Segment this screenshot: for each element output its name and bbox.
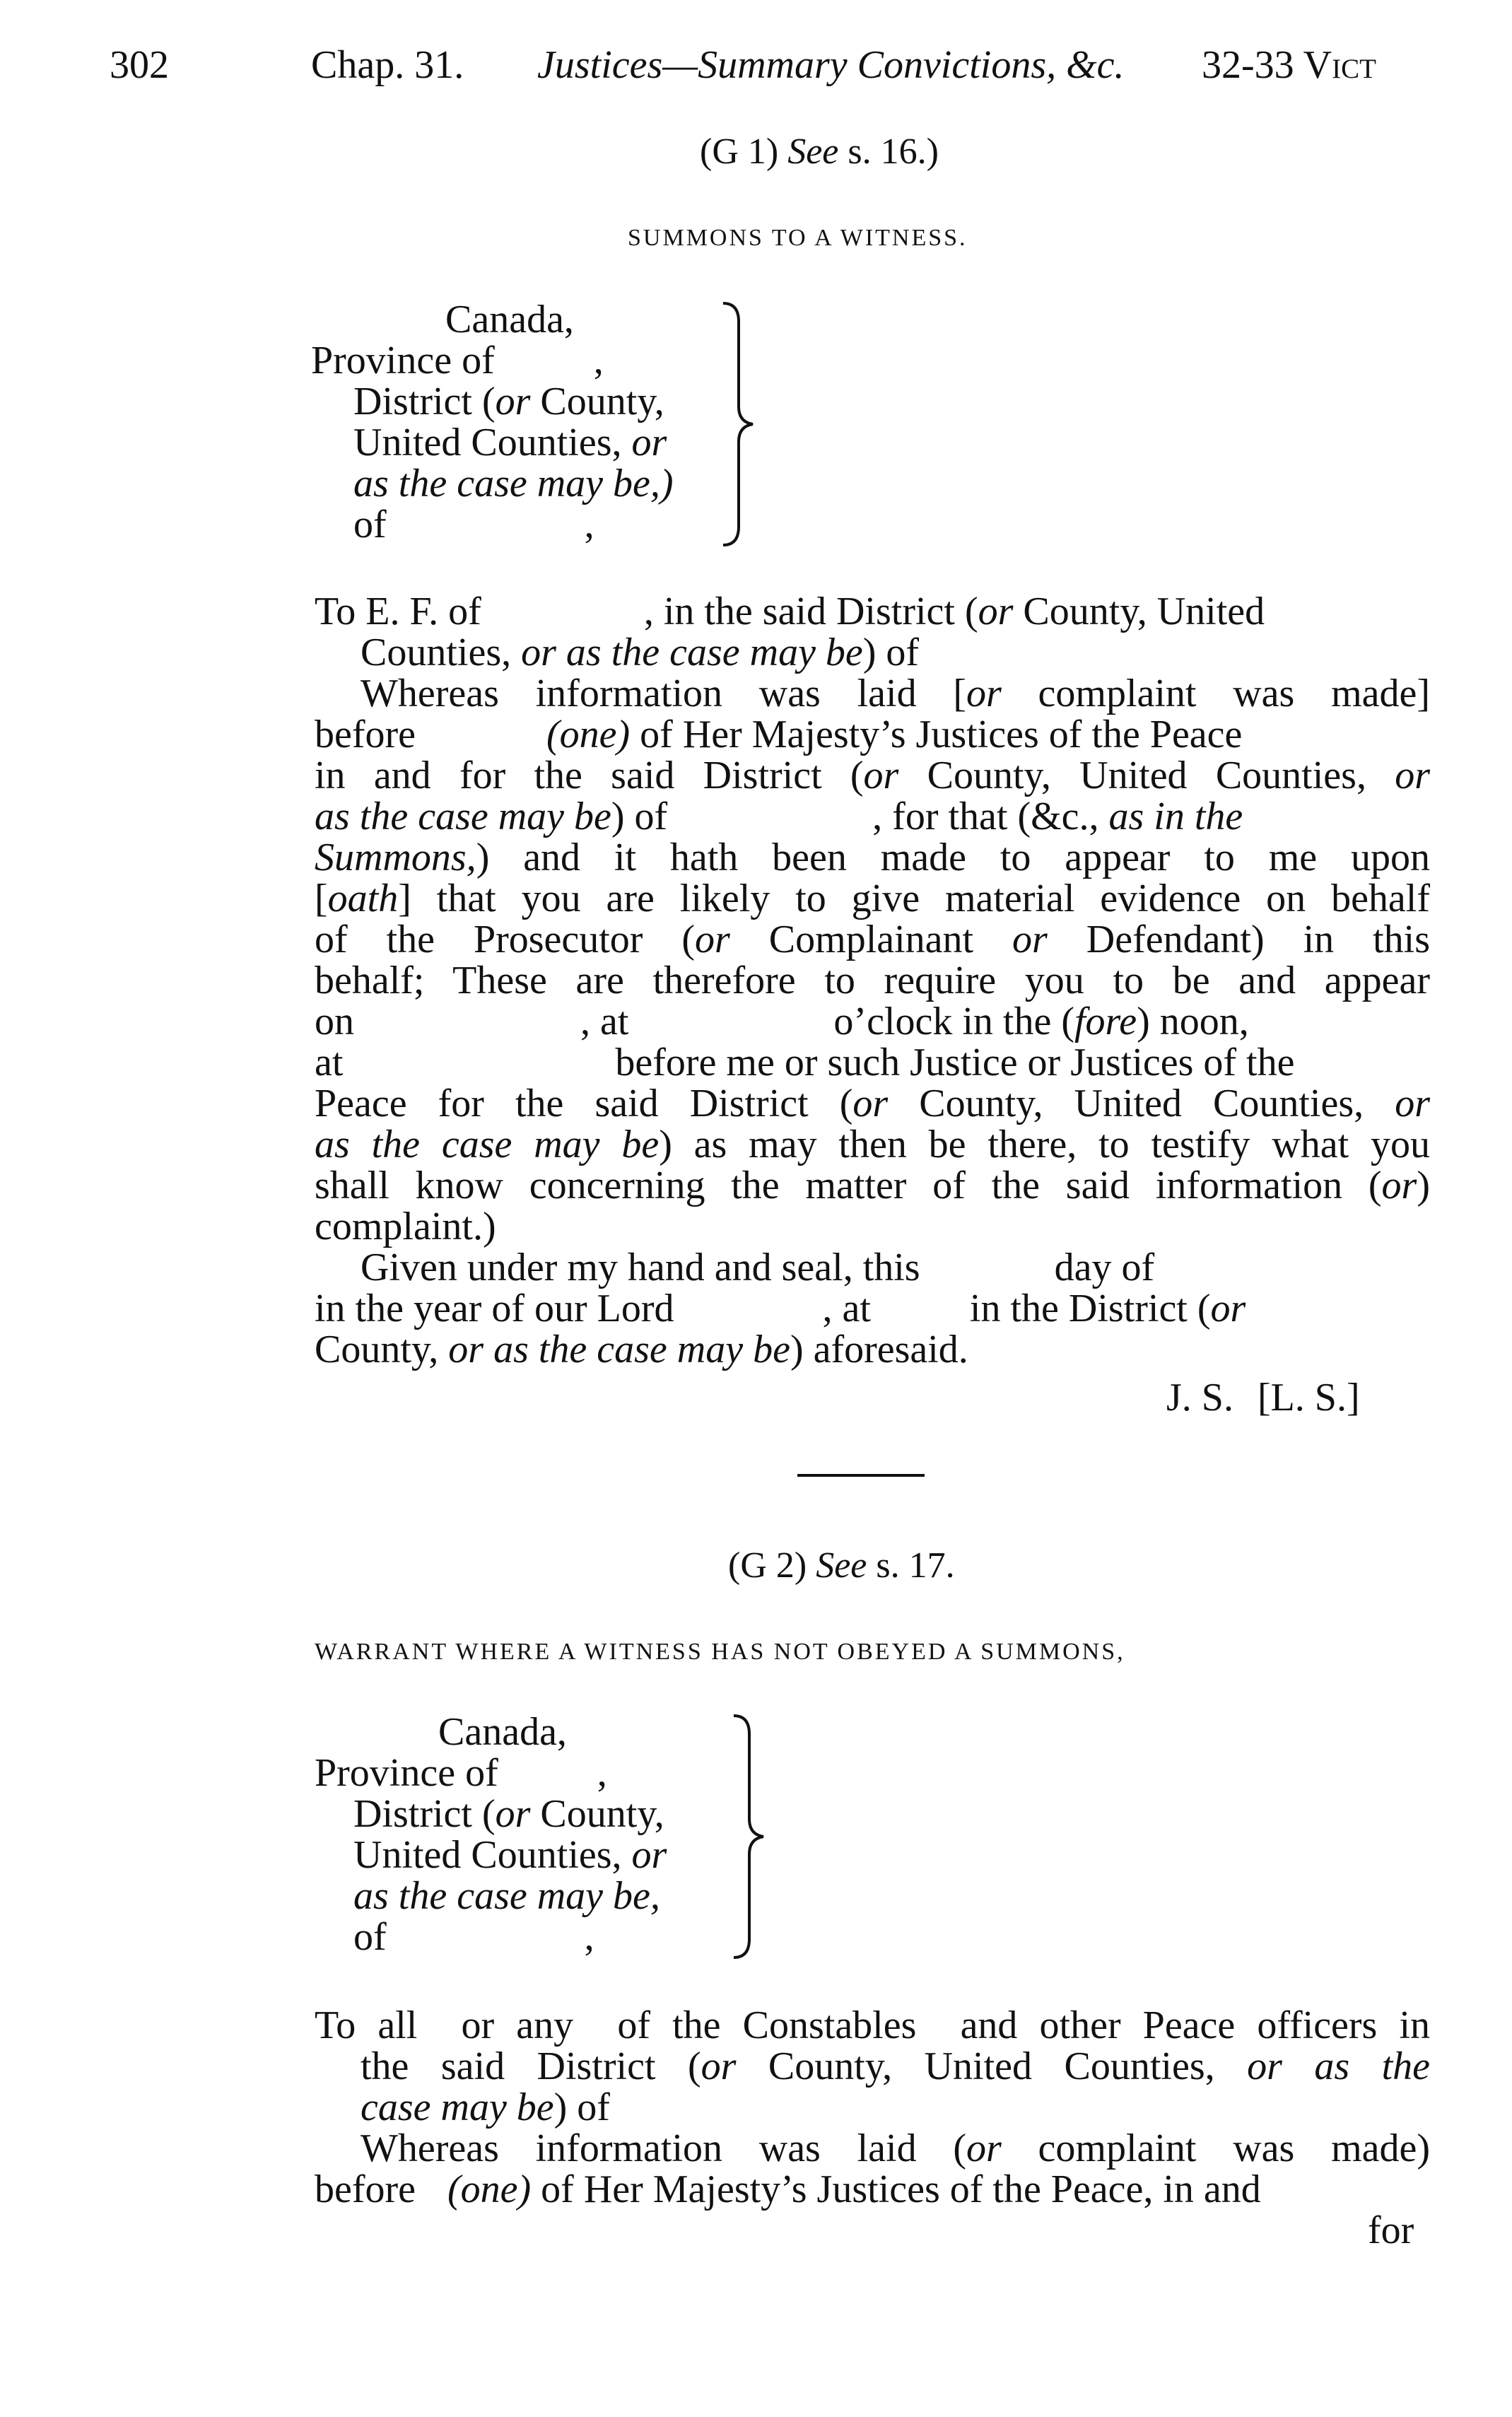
venue-brace <box>728 1713 770 1960</box>
g1-line-2: Counties, or as the case may be) of <box>361 631 920 674</box>
g1-line-14: as the case may be) as may then be there, to testify what you <box>315 1123 1430 1166</box>
seal-mark: [L. S.] <box>1257 1376 1360 1420</box>
venue-brace <box>717 300 760 548</box>
form-g1-heading <box>700 131 939 172</box>
g1-line-5: in and for the said District (or County, United Counties, or <box>315 754 1431 797</box>
venue-counties: United Counties, or <box>353 421 667 464</box>
form-g2-title: WARRANT WHERE A WITNESS HAS NOT OBEYED A SUMMONS, <box>315 1639 1125 1665</box>
g1-signature <box>1166 1375 1360 1420</box>
justice-initials: J. S. <box>1166 1376 1233 1420</box>
section-divider <box>797 1474 925 1477</box>
page-number: 302 <box>110 43 169 87</box>
form-code: (G 1) <box>700 131 779 172</box>
venue-province: Province of , <box>311 339 604 382</box>
g2-line-4: Whereas information was laid (or complaint was made) <box>361 2126 1430 2170</box>
form-g1-title: SUMMONS TO A WITNESS. <box>628 225 968 251</box>
g1-line-11: on , at o’clock in the (fore) noon, <box>315 1000 1249 1043</box>
venue-case: as the case may be,) <box>353 462 674 505</box>
venue-of: of , <box>353 503 594 546</box>
g1-line-13: Peace for the said District (or County, United Counties, or <box>315 1082 1430 1125</box>
g2-line-5: before (one) of Her Majesty’s Justices of the Peace, in and <box>315 2167 1261 2211</box>
g1-line-9: of the Prosecutor (or Complainant or Defendant) in this <box>315 918 1430 961</box>
venue-counties: United Counties, or <box>353 1833 667 1877</box>
venue-district: District (or County, <box>353 380 664 423</box>
chapter-label: Chap. 31. <box>311 43 464 87</box>
running-header <box>0 42 1512 99</box>
g1-line-17: Given under my hand and seal, this day of <box>361 1246 1155 1289</box>
g1-line-10: behalf; These are therefore to require you to be and appear <box>315 959 1430 1002</box>
section-ref: s. 17. <box>867 1545 955 1586</box>
g1-line-1: To E. F. of , in the said District (or County, United <box>315 590 1265 633</box>
venue-case: as the case may be, <box>353 1874 660 1918</box>
g2-line-6: for <box>1368 2208 1414 2252</box>
g1-line-3: Whereas information was laid [or complaint was made] <box>361 672 1430 715</box>
venue-country: Canada, <box>445 298 574 341</box>
running-title-text: Justices—Summary Convictions, <box>537 43 1067 87</box>
venue-district: District (or County, <box>353 1792 664 1836</box>
g1-line-12: at before me or such Justice or Justices of the <box>315 1041 1295 1084</box>
g1-line-16: complaint.) <box>315 1205 496 1248</box>
g1-line-18: in the year of our Lord , at in the District (or <box>315 1287 1246 1330</box>
g2-line-3: case may be) of <box>361 2085 610 2129</box>
see-label: See <box>787 131 839 172</box>
regnal-year: 32-33 Vict <box>1202 43 1376 87</box>
running-title-etc: &c. <box>1066 43 1125 87</box>
venue-of: of , <box>353 1915 594 1959</box>
g2-line-1: To all or any of the Constables and other Peace officers in <box>315 2003 1430 2047</box>
section-ref: s. 16.) <box>838 131 939 172</box>
g1-line-8: [oath] that you are likely to give material evidence on behalf <box>315 877 1430 920</box>
form-code: (G 2) <box>728 1545 807 1586</box>
g1-line-15: shall know concerning the matter of the said information (or) <box>315 1164 1430 1207</box>
g1-line-19: County, or as the case may be) aforesaid. <box>315 1328 968 1371</box>
see-label: See <box>816 1545 867 1586</box>
running-title <box>537 42 1125 88</box>
g1-line-6: as the case may be) of , for that (&c., as in the <box>315 795 1243 838</box>
venue-country: Canada, <box>438 1710 567 1754</box>
g1-line-4: before (one) of Her Majesty’s Justices of the Peace <box>315 713 1243 756</box>
g2-line-2: the said District (or County, United Counties, or as the <box>361 2044 1430 2088</box>
g1-line-7: Summons,) and it hath been made to appear to me upon <box>315 836 1430 879</box>
venue-province: Province of , <box>315 1751 607 1795</box>
form-g2-heading <box>728 1545 955 1586</box>
